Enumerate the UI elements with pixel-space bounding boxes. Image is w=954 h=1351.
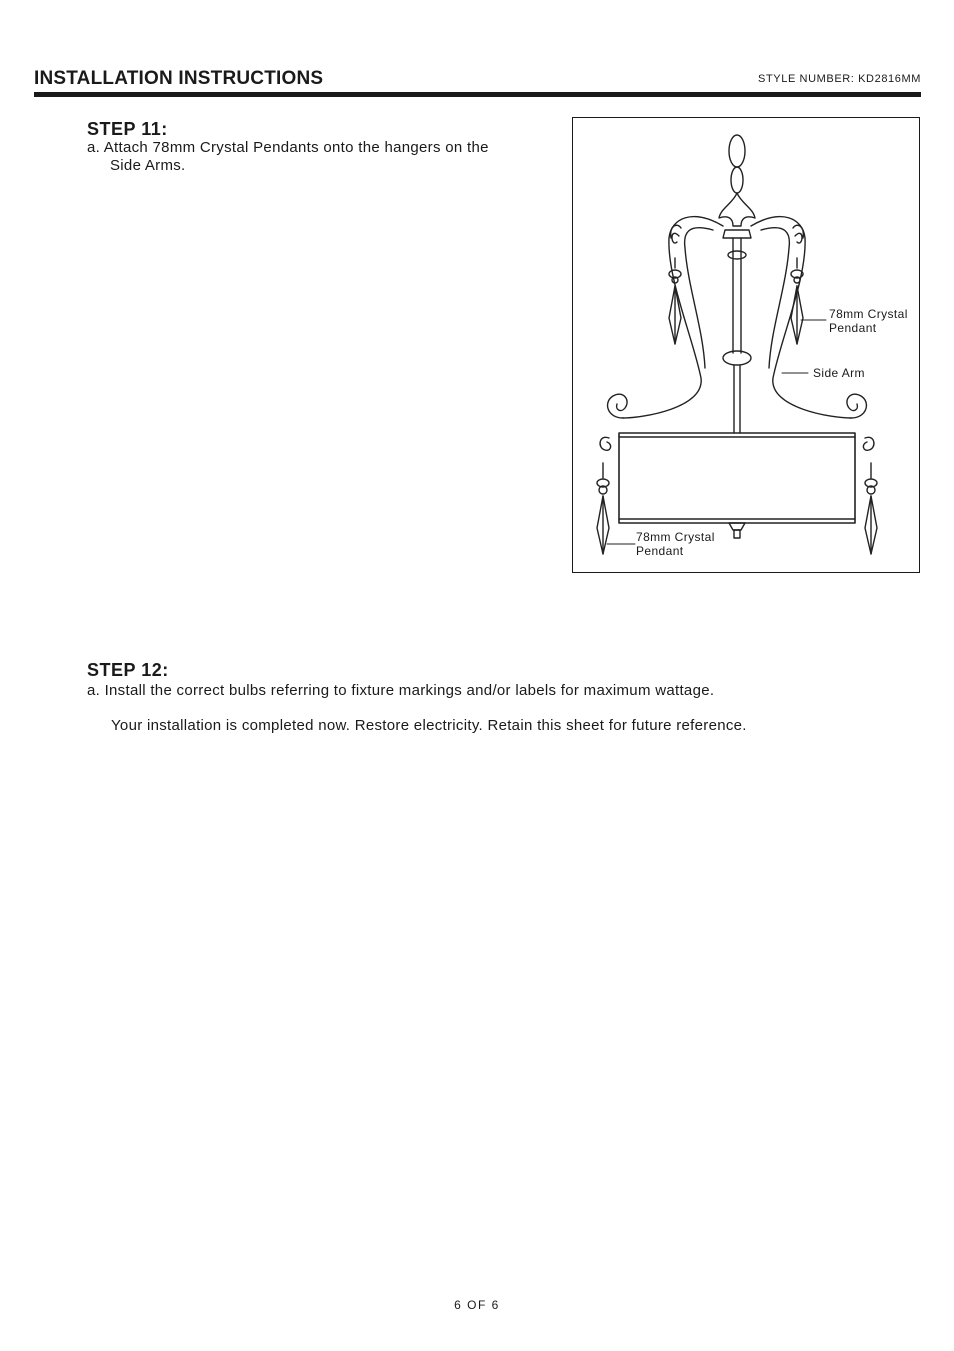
scroll-lower-left: [600, 437, 611, 450]
crown-finial: [719, 193, 755, 226]
scroll-right: [847, 394, 867, 418]
callout-pendant-bottom-line-2: Pendant: [636, 544, 684, 558]
stem-knuckle-top: [728, 251, 746, 259]
bottom-finial: [729, 523, 745, 530]
step-12-heading: STEP 12:: [87, 660, 169, 680]
crystal-pendant-lower-left: [597, 463, 609, 554]
document-title: INSTALLATION INSTRUCTIONS: [34, 68, 324, 89]
crystal-pendant-upper-right: [791, 258, 803, 344]
drum-shade: [619, 433, 855, 523]
chain-link-bottom: [731, 167, 743, 193]
callout-side-arm: Side Arm: [813, 366, 865, 380]
step-12-instruction-a: a. Install the correct bulbs referring to fixture markings and/or labels for maximum wattage.: [87, 682, 715, 699]
page-number: 6 OF 6: [454, 1298, 500, 1312]
step-11-instruction-line-2: Side Arms.: [110, 157, 186, 174]
stem-knuckle-middle: [723, 351, 751, 365]
step-11-heading: STEP 11:: [87, 119, 168, 139]
chain-link-top: [729, 135, 745, 167]
callout-pendant-bottom-line-1: 78mm Crystal: [636, 530, 715, 544]
crystal-pendant-lower-right: [865, 463, 877, 554]
chandelier-illustration: [573, 118, 919, 572]
scroll-left: [608, 394, 628, 418]
header-divider: [34, 92, 921, 97]
scroll-lower-right: [863, 437, 874, 450]
callout-pendant-top-line-2: Pendant: [829, 321, 877, 335]
fixture-diagram: [572, 117, 920, 573]
step-12-closing-note: Your installation is completed now. Restore electricity. Retain this sheet for future reference.: [111, 717, 747, 734]
crown-collar: [723, 230, 751, 238]
step-11-instruction-line-1: a. Attach 78mm Crystal Pendants onto the hangers on the: [87, 139, 489, 156]
callout-pendant-top-line-1: 78mm Crystal: [829, 307, 908, 321]
style-number: STYLE NUMBER: KD2816MM: [758, 73, 921, 85]
side-arm-left: [623, 217, 723, 418]
